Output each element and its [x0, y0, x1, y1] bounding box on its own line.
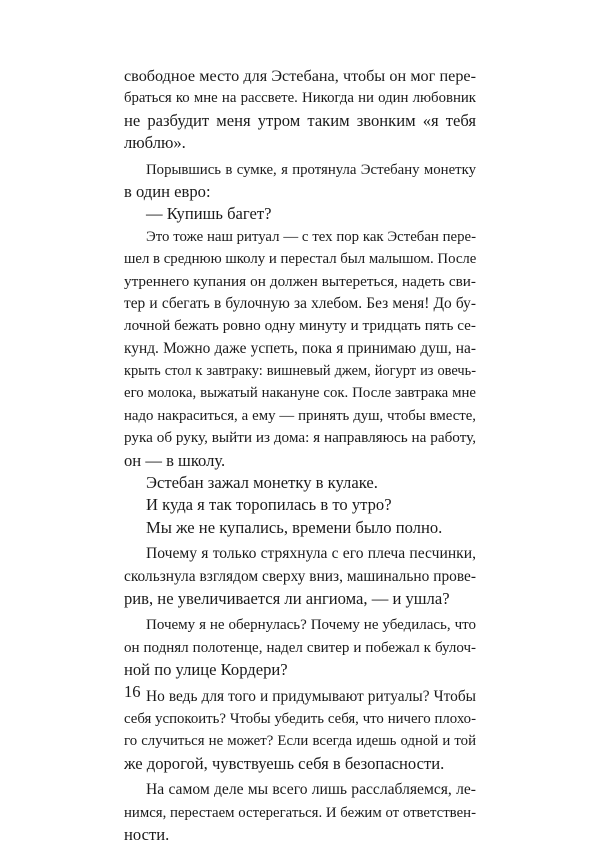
text-line: не разбудит меня утром таким звонким «я тебя: [124, 110, 476, 130]
text-line: в один евро:: [124, 181, 211, 201]
text-line: Эстебан зажал монетку в кулаке.: [146, 473, 378, 493]
text-line: шел в среднюю школу и перестал был малышом. После: [124, 251, 477, 268]
text-line: го случиться не может? Если всегда идешь одной и той: [124, 733, 476, 750]
text-line: утреннего купания он должен вытереться, надеть сви-: [124, 272, 476, 290]
text-line: Но ведь для того и придумывают ритуалы? Чтобы: [146, 687, 476, 705]
text-line: Это тоже наш ритуал — с тех пор как Эстебан пере-: [146, 228, 476, 245]
text-line: нимся, перестаем остерегаться. И бежим от ответствен-: [124, 804, 476, 821]
text-line: он — в школу.: [124, 450, 226, 470]
text-line: тер и сбегать в булочную за хлебом. Без меня! До бу-: [124, 294, 476, 312]
text-line: браться ко мне на рассвете. Никогда ни один любовник: [124, 90, 476, 107]
text-line: кунд. Можно даже успеть, пока я принимаю душ, на-: [124, 339, 476, 357]
text-line: себя успокоить? Чтобы убедить себя, что ничего плохо-: [124, 710, 476, 727]
text-line: Почему я только стряхнула с его плеча песчинки,: [146, 545, 476, 563]
text-line: свободное место для Эстебана, чтобы он мог пере-: [124, 67, 476, 85]
text-line: же дорогой, чувствуешь себя в безопасности.: [124, 753, 445, 773]
text-line: люблю».: [124, 133, 186, 153]
text-line: ной по улице Кордери?: [124, 660, 288, 680]
text-line: его молока, выжатый накануне сок. После завтрака мне: [124, 385, 476, 402]
text-line: рив, не увеличивается ли ангиома, — и ушла?: [124, 588, 450, 608]
text-line: На самом деле мы всего лишь расслабляемся, ле-: [146, 781, 476, 799]
text-line: — Купишь багет?: [146, 204, 272, 224]
body-text: [124, 65, 476, 846]
text-line: лочной бежать ровно одну минуту и тридцать пять се-: [124, 317, 476, 335]
text-line: Почему я не обернулась? Почему не убедилась, что: [146, 617, 476, 634]
text-line: надо накраситься, а ему — принять душ, чтобы вместе,: [124, 407, 476, 424]
text-line: крыть стол к завтраку: вишневый джем, йогурт из овечь-: [124, 363, 476, 380]
text-line: рука об руку, выйти из дома: я направляюсь на работу,: [124, 429, 476, 447]
page-number: 16: [124, 682, 141, 701]
text-line: Порывшись в сумке, я протянула Эстебану монетку: [146, 161, 476, 178]
text-line: скользнула взглядом сверху вниз, машинально прове-: [124, 567, 476, 585]
text-line: он поднял полотенце, надел свитер и побежал к булоч-: [124, 639, 476, 656]
text-line: ности.: [124, 824, 170, 844]
text-line: И куда я так торопилась в то утро?: [146, 495, 392, 515]
text-line: Мы же не купались, времени было полно.: [146, 517, 443, 537]
